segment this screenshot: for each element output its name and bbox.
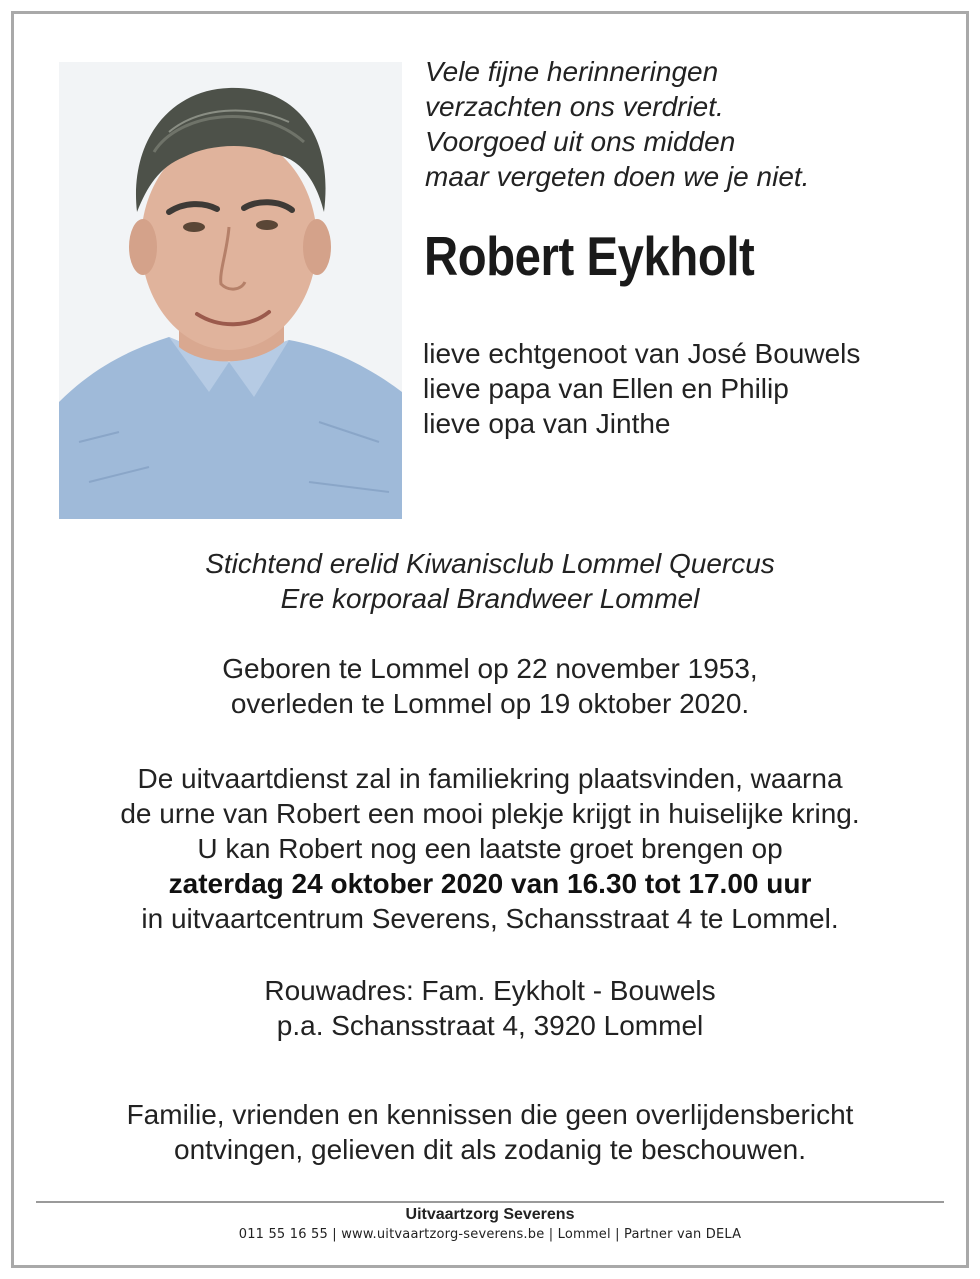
mourning-address <box>0 973 980 1043</box>
poem-line: Vele fijne herinneringen <box>425 56 719 87</box>
notice-line: ontvingen, gelieven dit als zodanig te beschouwen. <box>174 1134 806 1165</box>
service-line: De uitvaartdienst zal in familiekring plaatsvinden, waarna <box>137 763 843 794</box>
address-line: Rouwadres: Fam. Eykholt - Bouwels <box>264 975 716 1006</box>
funeral-home-name: Uitvaartzorg Severens <box>405 1206 575 1223</box>
poem-line: maar vergeten doen we je niet. <box>425 161 810 192</box>
relation-line: lieve papa van Ellen en Philip <box>423 373 789 404</box>
family-relations <box>423 336 860 441</box>
honors <box>0 546 980 616</box>
relation-line: lieve echtgenoot van José Bouwels <box>423 338 861 369</box>
service-line: U kan Robert nog een laatste groet brengen op <box>197 833 783 864</box>
poem-line: Voorgoed uit ons midden <box>425 126 736 157</box>
honor-line: Stichtend erelid Kiwanisclub Lommel Quercus <box>205 548 775 579</box>
service-location: in uitvaartcentrum Severens, Schansstraat 4 te Lommel. <box>141 903 839 934</box>
service-details <box>0 761 980 936</box>
address-line: p.a. Schansstraat 4, 3920 Lommel <box>276 1010 704 1041</box>
notice-line: Familie, vrienden en kennissen die geen overlijdensbericht <box>126 1099 854 1130</box>
notice <box>0 1097 980 1167</box>
funeral-home-contact: 011 55 16 55 | www.uitvaartzorg-severens.be | Lommel | Partner van DELA <box>238 1227 742 1242</box>
birth-death-dates <box>0 651 980 721</box>
death-line: overleden te Lommel op 19 oktober 2020. <box>230 688 750 719</box>
portrait-photo <box>59 62 402 519</box>
footer-divider <box>36 1201 944 1203</box>
deceased-name: Robert Eykholt <box>424 225 755 287</box>
service-line: de urne van Robert een mooi plekje krijgt in huiselijke kring. <box>120 798 860 829</box>
memorial-poem <box>425 54 809 194</box>
visitation-time: zaterdag 24 oktober 2020 van 16.30 tot 17.00 uur <box>168 868 812 899</box>
honor-line: Ere korporaal Brandweer Lommel <box>280 583 700 614</box>
relation-line: lieve opa van Jinthe <box>423 408 671 439</box>
poem-line: verzachten ons verdriet. <box>425 91 724 122</box>
birth-line: Geboren te Lommel op 22 november 1953, <box>222 653 758 684</box>
